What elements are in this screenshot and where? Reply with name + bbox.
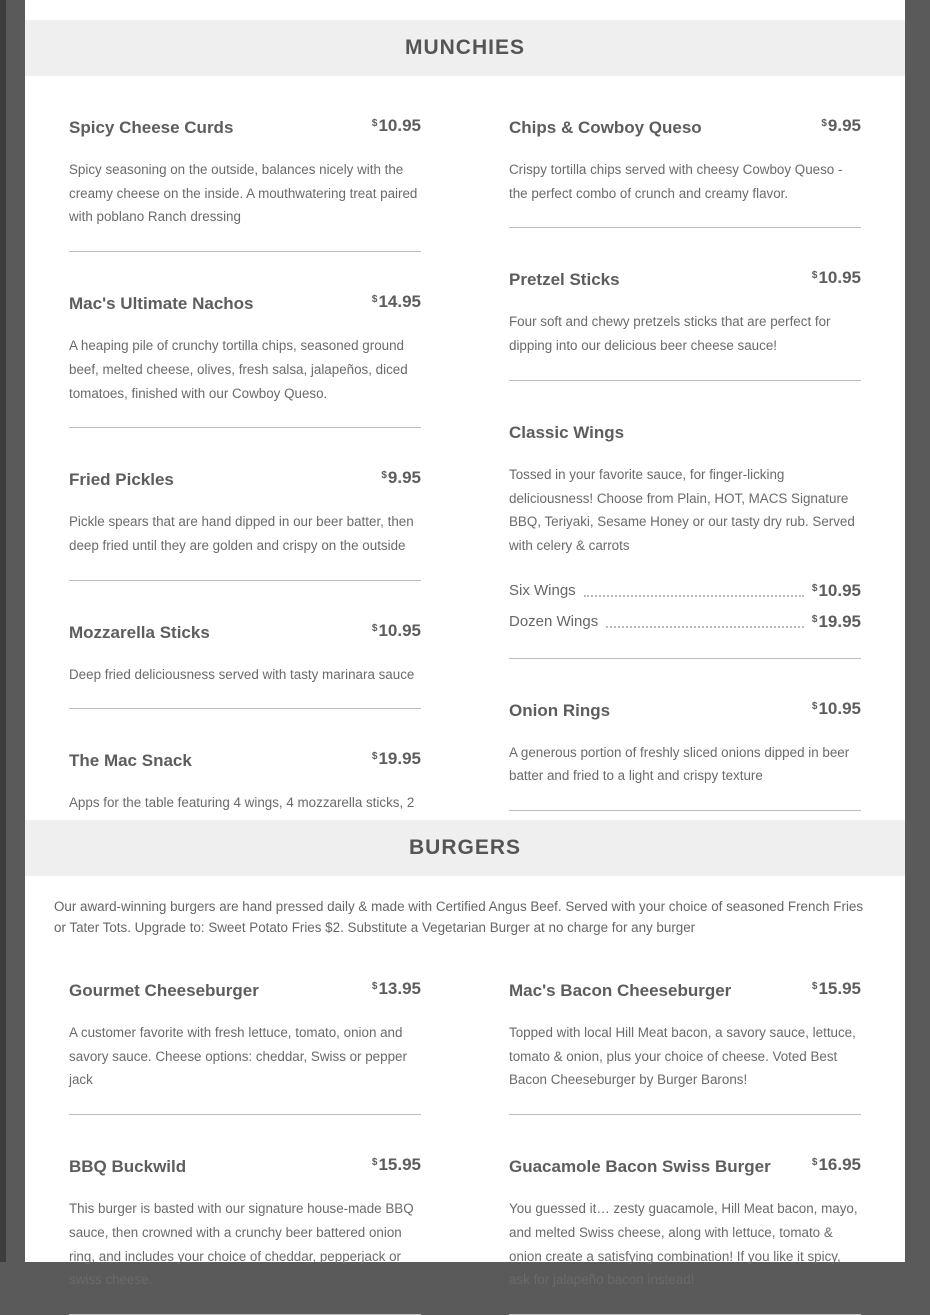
item-name: The Mac Snack <box>69 751 192 771</box>
burgers-header <box>25 820 905 876</box>
option-price: $19.95 <box>811 611 861 631</box>
menu-item <box>509 659 861 811</box>
menu-item <box>509 228 861 380</box>
item-price: $9.95 <box>821 116 861 135</box>
item-description: Four soft and chewy pretzels sticks that are perfect for dipping into our delicious beer cheese sauce! <box>509 314 831 354</box>
burgers-right-column <box>509 939 861 1315</box>
item-price: $9.95 <box>381 468 421 488</box>
munchies-title: MUNCHIES <box>404 36 525 59</box>
item-name: Fried Pickles <box>69 470 174 490</box>
menu-item <box>69 252 421 428</box>
item-price: $10.95 <box>811 698 861 718</box>
munchies-header <box>25 20 905 76</box>
menu-item <box>69 76 421 252</box>
burgers-intro: Our award-winning burgers are hand pressed daily & made with Certified Angus Beef. Served with your choice of seasoned French Fries or Tater Tots. Upgrade to: Sweet Potato Fries $2. Substitute a Vegetarian Burger at no charge for any burger <box>54 899 864 935</box>
wing-options <box>509 574 861 636</box>
item-price: $10.95 <box>811 268 861 288</box>
item-description: Apps for the table featuring 4 wings, 4 mozzarella sticks, 2 <box>69 795 415 811</box>
munchies-left-column <box>69 76 421 862</box>
item-description: Deep fried deliciousness served with tasty marinara sauce <box>69 666 415 682</box>
item-name: Pretzel Sticks <box>509 270 620 290</box>
item-name: BBQ Buckwild <box>69 1157 187 1177</box>
item-price: $19.95 <box>371 749 421 769</box>
item-price: $15.95 <box>371 1155 421 1175</box>
menu-item <box>509 76 861 228</box>
item-description: A heaping pile of crunchy tortilla chips, seasoned ground beef, melted cheese, olives, fresh salsa, jalapeños, diced tomatoes, finished with our Cowboy Queso. <box>69 338 408 401</box>
item-price: $13.95 <box>371 979 421 998</box>
menu-page <box>25 0 905 1288</box>
window-edge <box>0 0 6 1262</box>
dot-leader <box>584 585 804 597</box>
item-price: $15.95 <box>811 979 861 998</box>
item-name: Mac's Ultimate Nachos <box>69 294 254 314</box>
item-price: $14.95 <box>371 292 421 312</box>
item-name: Gourmet Cheeseburger <box>69 981 259 1000</box>
item-price: $10.95 <box>371 620 421 640</box>
option-row <box>509 574 861 605</box>
menu-item <box>69 1115 421 1315</box>
item-description: Crispy tortilla chips served with cheesy Cowboy Queso - the perfect combo of crunch and creamy flavor. <box>509 162 843 201</box>
item-description: Pickle spears that are hand dipped in our beer batter, then deep fried until they are golden and crispy on the outside <box>69 514 414 553</box>
menu-item <box>69 581 421 710</box>
item-name: Mac's Bacon Cheeseburger <box>509 981 732 1000</box>
item-name: Mozzarella Sticks <box>69 622 210 642</box>
option-name: Dozen Wings <box>509 612 599 630</box>
item-price: $10.95 <box>371 116 421 135</box>
option-price: $10.95 <box>811 580 861 600</box>
item-name: Spicy Cheese Curds <box>69 118 234 137</box>
menu-item <box>509 1115 861 1315</box>
item-name: Onion Rings <box>509 700 611 720</box>
item-price: $16.95 <box>811 1155 861 1175</box>
munchies-right-column <box>509 76 861 811</box>
item-description: A generous portion of freshly sliced onions dipped in beer batter and fried to a light and crispy texture <box>509 744 850 784</box>
item-description: A customer favorite with fresh lettuce, tomato, onion and savory sauce. Cheese options: cheddar, Swiss or pepper jack <box>69 1025 407 1088</box>
item-name: Classic Wings <box>509 422 625 442</box>
dot-leader <box>606 616 804 628</box>
item-name: Guacamole Bacon Swiss Burger <box>509 1157 771 1177</box>
item-description: Spicy seasoning on the outside, balances nicely with the creamy cheese on the inside. A mouthwatering treat paired with poblano Ranch dressing <box>69 162 418 225</box>
item-description: Tossed in your favorite sauce, for finger-licking deliciousness! Choose from Plain, HOT, MACS Signature BBQ, Teriyaki, Sesame Honey or our tasty dry rub. Served with celery & carrots <box>509 466 855 553</box>
menu-item <box>509 381 861 659</box>
burgers-title: BURGERS <box>408 836 521 859</box>
item-description: Topped with local Hill Meat bacon, a savory sauce, lettuce, tomato & onion, plus your choice of cheese. Voted Best Bacon Cheeseburger by Burger Barons! <box>509 1025 856 1088</box>
option-row <box>509 605 861 636</box>
item-description: This burger is basted with our signature house-made BBQ sauce, then crowned with a crunchy beer battered onion ring, and includes your choice of cheddar, pepperjack or swiss cheese. <box>69 1201 414 1288</box>
burgers-left-column <box>69 939 421 1315</box>
option-name: Six Wings <box>509 581 576 599</box>
item-name: Chips & Cowboy Queso <box>509 118 702 137</box>
menu-item <box>69 428 421 580</box>
menu-item <box>509 939 861 1115</box>
menu-item <box>69 939 421 1115</box>
item-description: You guessed it… zesty guacamole, Hill Meat bacon, mayo, and melted Swiss cheese, along with lettuce, tomato & onion create a satisfying combination! If you like it spicy, ask for jalapeño bacon instead! <box>509 1201 858 1288</box>
